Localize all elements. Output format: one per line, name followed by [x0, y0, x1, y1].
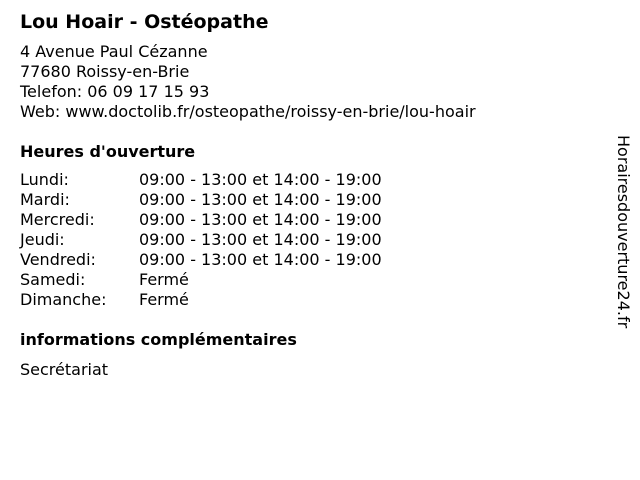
hours-day: Jeudi:	[20, 230, 65, 249]
hours-row-thursday	[20, 230, 600, 250]
hours-day: Lundi:	[20, 170, 69, 189]
business-card	[20, 10, 600, 380]
hours-time: 09:00 - 13:00 et 14:00 - 19:00	[139, 230, 382, 249]
hours-time: 09:00 - 13:00 et 14:00 - 19:00	[139, 170, 382, 189]
hours-time: 09:00 - 13:00 et 14:00 - 19:00	[139, 250, 382, 269]
hours-day: Vendredi:	[20, 250, 96, 269]
phone-line	[20, 82, 600, 102]
hours-row-friday	[20, 250, 600, 270]
site-watermark: Horairesdouverture24.fr	[614, 135, 633, 329]
address-line-1: 4 Avenue Paul Cézanne	[20, 42, 208, 61]
additional-info-text: Secrétariat	[20, 360, 109, 379]
hours-row-monday	[20, 170, 600, 190]
hours-row-tuesday	[20, 190, 600, 210]
page-title: Lou Hoair - Ostéopathe	[20, 11, 269, 33]
hours-time: Fermé	[139, 290, 189, 309]
opening-hours-heading: Heures d'ouverture	[20, 142, 196, 161]
hours-day: Mardi:	[20, 190, 70, 209]
hours-time: Fermé	[139, 270, 189, 289]
hours-row-saturday	[20, 270, 600, 290]
additional-info-heading: informations complémentaires	[20, 330, 297, 349]
hours-day: Samedi:	[20, 270, 86, 289]
web-link[interactable]: www.doctolib.fr/osteopathe/roissy-en-brie/lou-hoair	[65, 102, 476, 121]
hours-day: Dimanche:	[20, 290, 107, 309]
web-line	[20, 102, 600, 122]
hours-time: 09:00 - 13:00 et 14:00 - 19:00	[139, 190, 382, 209]
phone-label: Telefon:	[20, 82, 88, 101]
hours-time: 09:00 - 13:00 et 14:00 - 19:00	[139, 210, 382, 229]
phone-number[interactable]: 06 09 17 15 93	[87, 82, 210, 101]
web-label: Web:	[20, 102, 66, 121]
hours-row-sunday	[20, 290, 600, 310]
hours-day: Mercredi:	[20, 210, 95, 229]
address-line-2: 77680 Roissy-en-Brie	[20, 62, 190, 81]
hours-row-wednesday	[20, 210, 600, 230]
opening-hours-table	[20, 170, 600, 310]
